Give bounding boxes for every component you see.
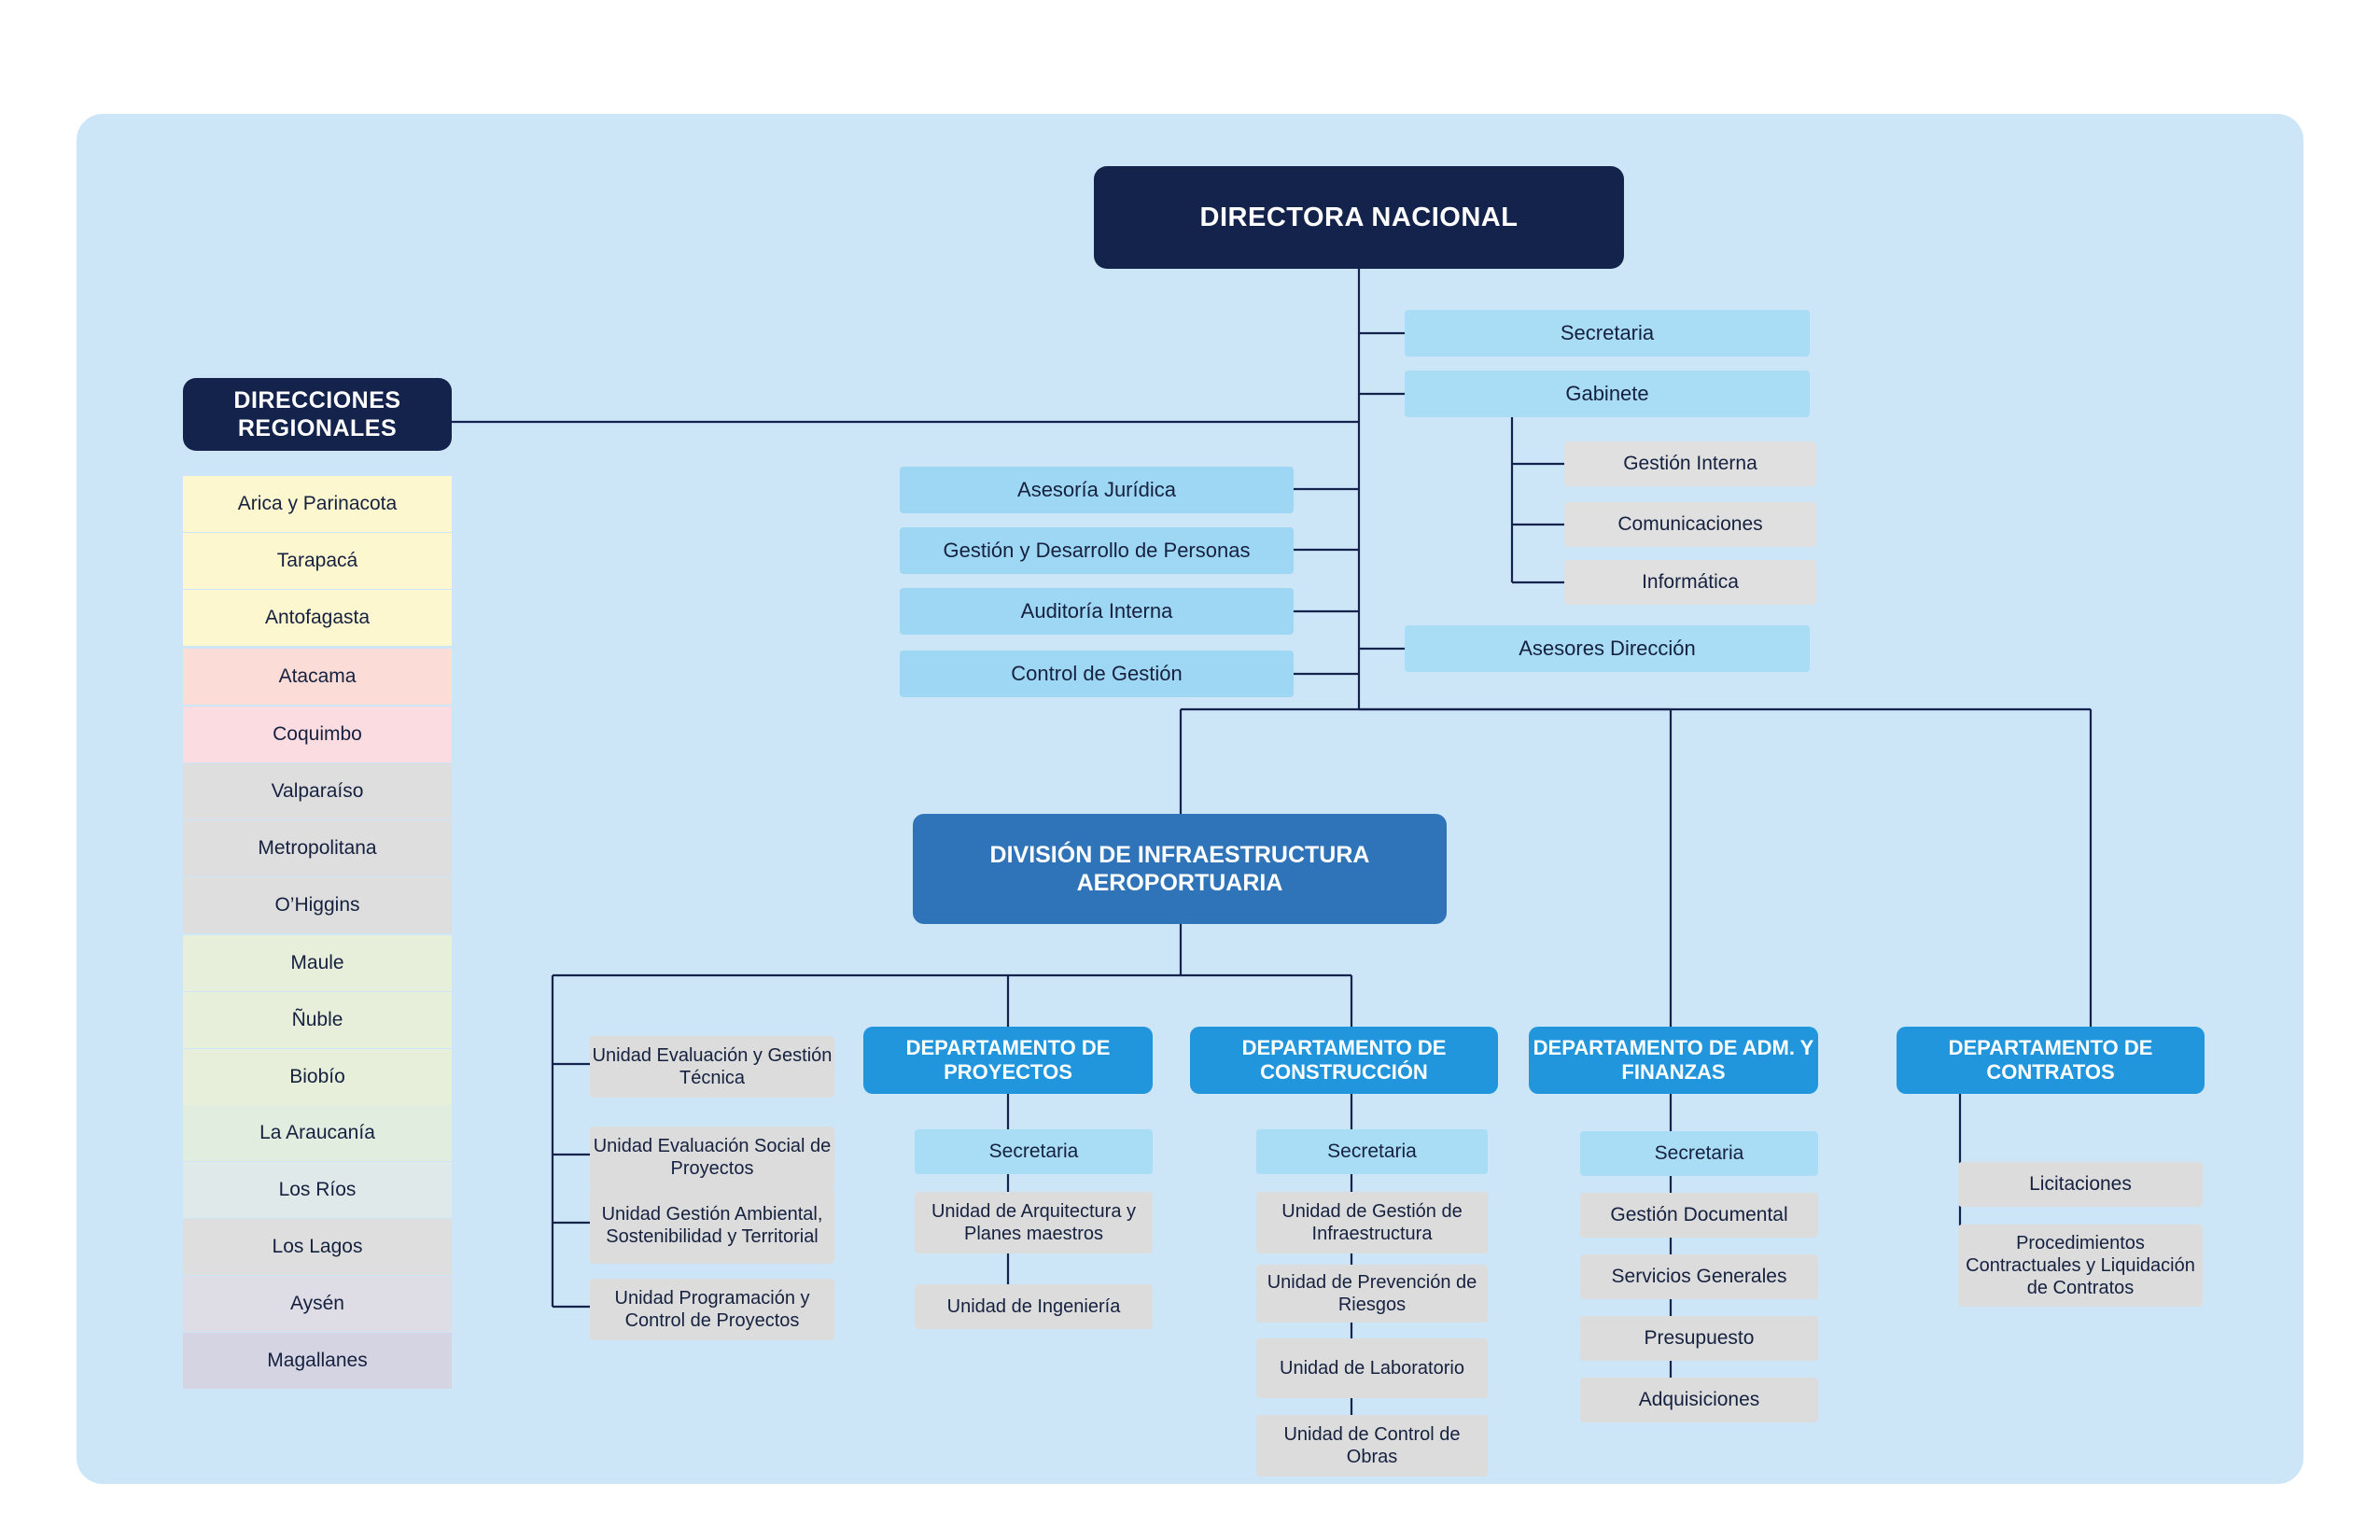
node-construccion-secretaria[interactable]: Secretaria: [1256, 1129, 1488, 1174]
region-item-valparaiso[interactable]: Valparaíso: [183, 763, 452, 819]
node-unidad-arquitectura-planes-maestros[interactable]: Unidad de Arquitectura y Planes maestros: [915, 1192, 1153, 1253]
node-departamento-contratos[interactable]: DEPARTAMENTO DE CONTRATOS: [1897, 1027, 2205, 1094]
region-item-metropolitana[interactable]: Metropolitana: [183, 820, 452, 876]
node-informatica[interactable]: Informática: [1564, 560, 1816, 605]
node-departamento-adm-finanzas[interactable]: DEPARTAMENTO DE ADM. Y FINANZAS: [1529, 1027, 1818, 1094]
node-auditoria-interna[interactable]: Auditoría Interna: [900, 588, 1294, 635]
node-gabinete[interactable]: Gabinete: [1405, 371, 1810, 417]
node-unidad-gestion-infraestructura[interactable]: Unidad de Gestión de Infraestructura: [1256, 1192, 1488, 1253]
node-unidad-prevencion-riesgos[interactable]: Unidad de Prevención de Riesgos: [1256, 1265, 1488, 1323]
node-asesores-direccion[interactable]: Asesores Dirección: [1405, 625, 1810, 672]
node-departamento-construccion[interactable]: DEPARTAMENTO DE CONSTRUCCIÓN: [1190, 1027, 1498, 1094]
region-item-coquimbo[interactable]: Coquimbo: [183, 707, 452, 763]
region-item-biobio[interactable]: Biobío: [183, 1049, 452, 1105]
region-item-atacama[interactable]: Atacama: [183, 649, 452, 705]
node-gestion-interna[interactable]: Gestión Interna: [1564, 441, 1816, 486]
region-item-los-lagos[interactable]: Los Lagos: [183, 1219, 452, 1275]
region-item-la-araucania[interactable]: La Araucanía: [183, 1105, 452, 1161]
region-item-tarapaca[interactable]: Tarapacá: [183, 533, 452, 589]
region-item-ohiggins[interactable]: O’Higgins: [183, 877, 452, 933]
node-adquisiciones[interactable]: Adquisiciones: [1580, 1378, 1818, 1422]
node-gestion-documental[interactable]: Gestión Documental: [1580, 1193, 1818, 1238]
node-unidad-control-obras[interactable]: Unidad de Control de Obras: [1256, 1415, 1488, 1477]
node-directora-nacional[interactable]: DIRECTORA NACIONAL: [1094, 166, 1624, 269]
node-control-de-gestion[interactable]: Control de Gestión: [900, 651, 1294, 697]
node-licitaciones[interactable]: Licitaciones: [1958, 1162, 2203, 1207]
region-item-aysen[interactable]: Aysén: [183, 1276, 452, 1332]
region-item-magallanes[interactable]: Magallanes: [183, 1333, 452, 1389]
region-item-nuble[interactable]: Ñuble: [183, 992, 452, 1048]
node-unidad-evaluacion-gestion-tecnica[interactable]: Unidad Evaluación y Gestión Técnica: [590, 1036, 834, 1098]
region-item-maule[interactable]: Maule: [183, 935, 452, 991]
node-presupuesto[interactable]: Presupuesto: [1580, 1316, 1818, 1361]
node-unidad-ingenieria[interactable]: Unidad de Ingeniería: [915, 1284, 1153, 1329]
node-unidad-laboratorio[interactable]: Unidad de Laboratorio: [1256, 1338, 1488, 1398]
node-unidad-evaluacion-social-proyectos[interactable]: Unidad Evaluación Social de Proyectos: [590, 1127, 834, 1188]
node-comunicaciones[interactable]: Comunicaciones: [1564, 502, 1816, 547]
node-asesoria-juridica[interactable]: Asesoría Jurídica: [900, 467, 1294, 513]
node-unidad-programacion-control-proyectos[interactable]: Unidad Programación y Control de Proyectos: [590, 1279, 834, 1340]
region-item-arica-y-parinacota[interactable]: Arica y Parinacota: [183, 476, 452, 532]
node-departamento-proyectos[interactable]: DEPARTAMENTO DE PROYECTOS: [863, 1027, 1153, 1094]
direcciones-regionales-label: DIRECCIONES REGIONALES: [233, 387, 401, 441]
region-item-antofagasta[interactable]: Antofagasta: [183, 590, 452, 646]
node-secretaria-direccion[interactable]: Secretaria: [1405, 310, 1810, 357]
region-item-los-rios[interactable]: Los Ríos: [183, 1162, 452, 1218]
node-division-infraestructura-aeroportuaria[interactable]: DIVISIÓN DE INFRAESTRUCTURA AEROPORTUARIA: [913, 814, 1447, 924]
node-procedimientos-contractuales[interactable]: Procedimientos Contractuales y Liquidación de Contratos: [1958, 1225, 2203, 1307]
node-proyectos-secretaria[interactable]: Secretaria: [915, 1129, 1153, 1174]
node-unidad-gestion-ambiental[interactable]: Unidad Gestión Ambiental, Sostenibilidad y Territorial: [590, 1187, 834, 1264]
node-gestion-desarrollo-personas[interactable]: Gestión y Desarrollo de Personas: [900, 527, 1294, 574]
node-direcciones-regionales-header[interactable]: [183, 378, 452, 451]
node-adm-secretaria[interactable]: Secretaria: [1580, 1131, 1818, 1176]
node-servicios-generales[interactable]: Servicios Generales: [1580, 1254, 1818, 1299]
